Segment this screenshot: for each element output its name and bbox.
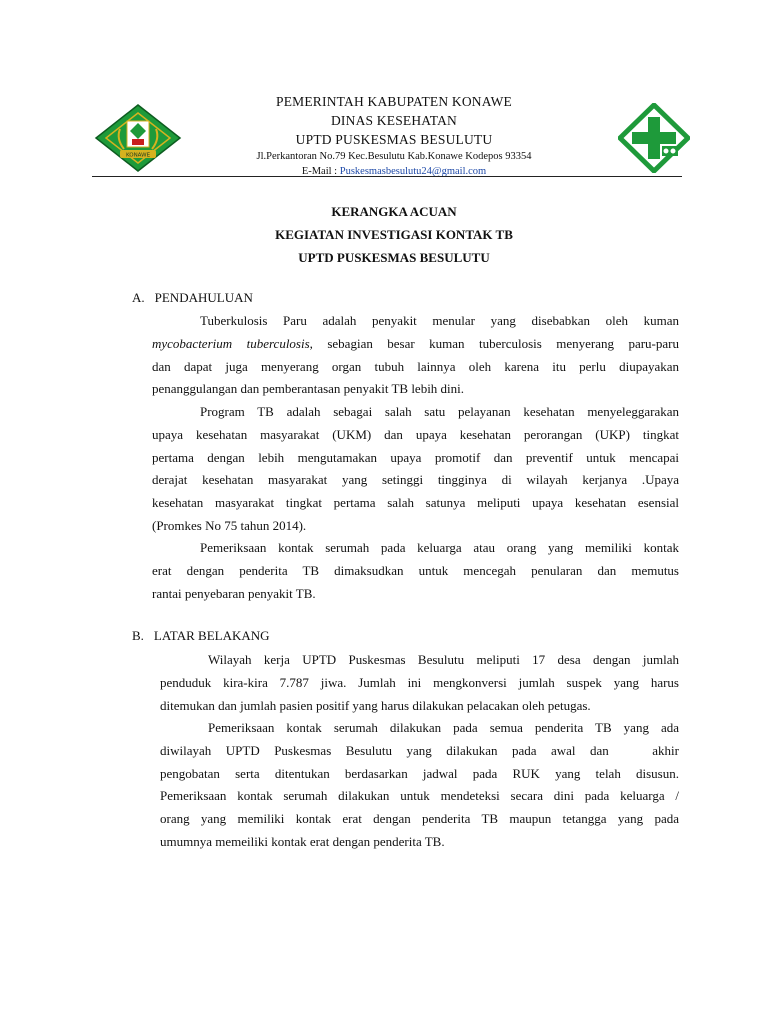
letterhead-government: PEMERINTAH KABUPATEN KONAWE — [276, 94, 512, 109]
section-a-heading — [132, 290, 253, 306]
letterhead — [200, 92, 588, 179]
section-a-marker: A. — [132, 290, 145, 305]
section-b-title: LATAR BELAKANG — [153, 628, 270, 643]
paragraph-line: Pemeriksaan kontak serumah dilakukan pada semua penderita TB yang ada — [208, 720, 679, 735]
paragraph-line: erat dengan penderita TB dimaksudkan untuk mencegah penularan dan memutus — [152, 562, 679, 578]
letterhead-unit: UPTD PUSKESMAS BESULUTU — [295, 132, 493, 147]
section-a-paragraph-3 — [152, 537, 679, 605]
section-b-paragraph-1 — [160, 649, 679, 717]
letterhead-department: DINAS KESEHATAN — [330, 113, 458, 128]
konawe-regency-emblem-icon — [94, 103, 182, 173]
species-name: mycobacterium tuberculosis, — [152, 335, 313, 351]
paragraph-line: Wilayah kerja UPTD Puskesmas Besulutu meliputi 17 desa dengan jumlah — [208, 652, 679, 667]
paragraph-line: orang yang memiliki kontak erat dengan penderita TB maupun tetangga yang pada — [160, 811, 679, 827]
title-line-3: UPTD PUSKESMAS BESULUTU — [298, 250, 490, 265]
paragraph-line: Tuberkulosis Paru adalah penyakit menular yang disebabkan oleh kuman — [200, 313, 679, 328]
paragraph-line: pengobatan serta ditentukan berdasarkan jadwal pada RUK yang telah disusun. — [160, 765, 679, 781]
logo-left-text: KONAWE — [125, 152, 151, 159]
puskesmas-green-cross-logo-icon — [618, 103, 690, 173]
paragraph-line: rantai penyebaran penyakit TB. — [152, 585, 316, 601]
section-a-title: PENDAHULUAN — [154, 290, 253, 305]
paragraph-line: Pemeriksaan kontak serumah pada keluarga atau orang yang memiliki kontak — [200, 540, 679, 555]
paragraph-line: penanggulangan dan pemberantasan penyakit TB lebih dini. — [152, 381, 465, 397]
section-a-paragraph-2 — [152, 401, 679, 538]
paragraph-line: Pemeriksaan kontak serumah dilakukan untuk mendeteksi secara dini pada keluarga / — [160, 788, 679, 804]
email-link[interactable]: Puskesmasbesulutu24@gmail.com — [339, 166, 487, 177]
email-label: E-Mail : — [301, 166, 340, 177]
paragraph-line: pertama dengan lebih mengutamakan upaya promotif dan preventif untuk mencapai — [152, 449, 679, 465]
paragraph-line — [152, 333, 679, 356]
letterhead-address: Jl.Perkantoran No.79 Kec.Besulutu Kab.Konawe Kodepos 93354 — [256, 151, 532, 162]
section-b-heading — [132, 628, 270, 644]
letterhead-divider — [92, 176, 682, 177]
paragraph-line: umumnya memeiliki kontak erat dengan penderita TB. — [160, 833, 445, 849]
title-line-2: KEGIATAN INVESTIGASI KONTAK TB — [275, 227, 513, 242]
section-b-marker: B. — [132, 628, 144, 643]
paragraph-line: upaya kesehatan masyarakat (UKM) dan upaya kesehatan perorangan (UKP) tingkat — [152, 426, 679, 442]
section-a-paragraph-1 — [152, 310, 679, 401]
title-line-1: KERANGKA ACUAN — [331, 204, 457, 219]
paragraph-line: derajat kesehatan masyarakat yang setinggi tingginya di wilayah kerjanya .Upaya — [152, 472, 679, 488]
section-b-paragraph-2 — [160, 717, 679, 854]
paragraph-line: penduduk kira-kira 7.787 jiwa. Jumlah ini mengkonversi jumlah suspek yang harus — [160, 674, 679, 690]
document-title — [150, 200, 638, 269]
paragraph-line-rest: sebagian besar kuman tuberculosis menyerang paru-paru — [312, 335, 679, 351]
paragraph-line: (Promkes No 75 tahun 2014). — [152, 517, 307, 533]
paragraph-line: ditemukan dan jumlah pasien positif yang harus dilakukan pelacakan oleh petugas. — [160, 697, 591, 713]
paragraph-line: diwilayah UPTD Puskesmas Besulutu yang dilakukan pada awal dan akhir — [160, 742, 679, 758]
paragraph-line: kesehatan masyarakat tingkat pertama salah satunya meliputi upaya kesehatan esensial — [152, 495, 679, 511]
paragraph-line: Program TB adalah sebagai salah satu pelayanan kesehatan menyeleggarakan — [200, 404, 679, 419]
paragraph-line: dan dapat juga menyerang organ tubuh lainnya oleh karena itu perlu diupayakan — [152, 358, 679, 374]
